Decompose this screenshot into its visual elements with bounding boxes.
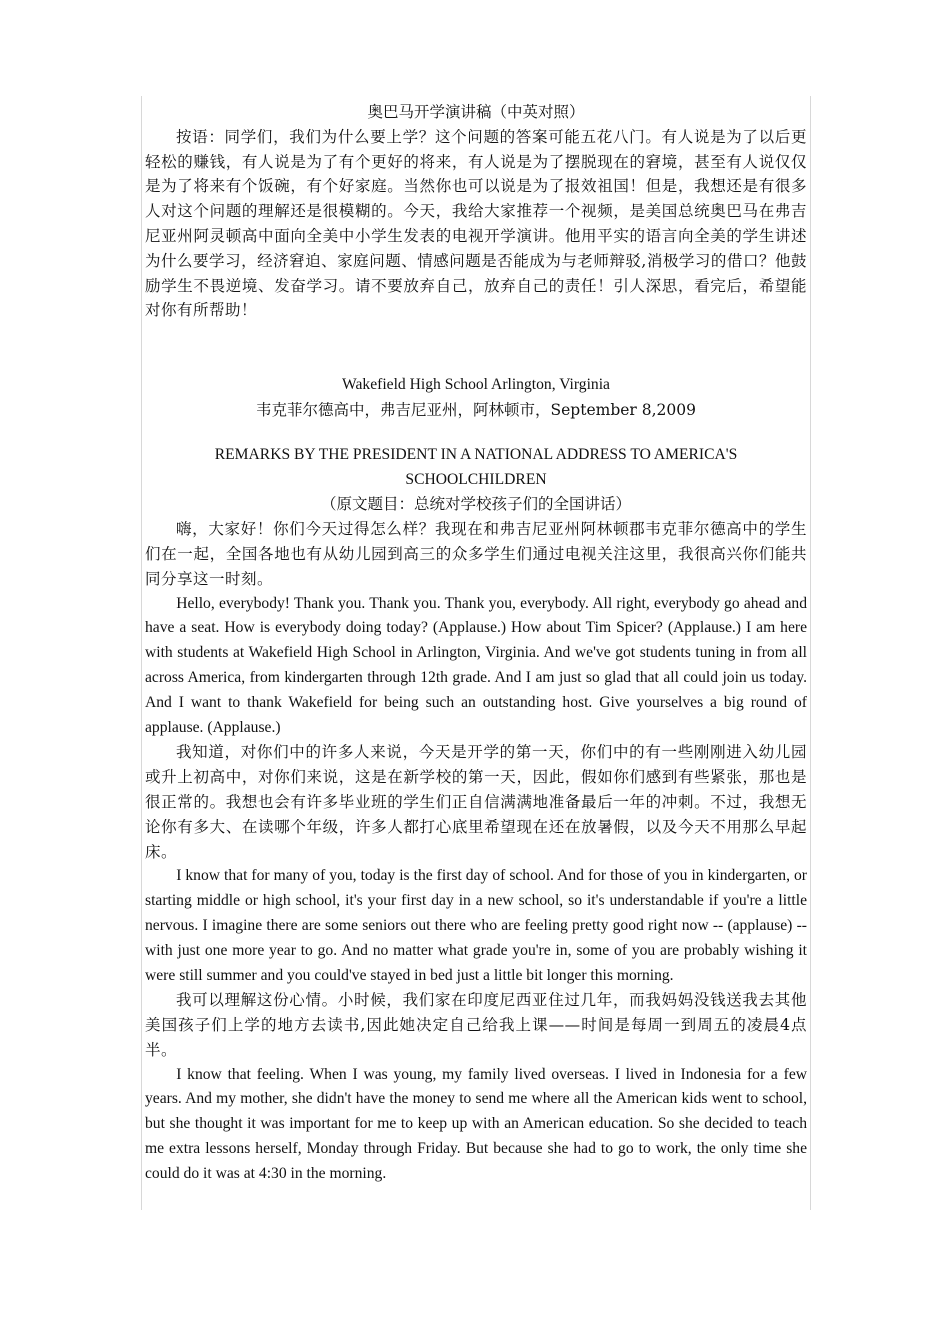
document-title: 奥巴马开学演讲稿（中英对照） — [367, 103, 585, 121]
paragraph-en-3: I know that feeling. When I was young, my family lived overseas. I lived in Indonesia for a few years. And my mother, she didn't have the money to send me where all the American kids went to school, but she thought it was important for me to keep up with an American education. So she decided to teach me extra lessons herself, Monday through Friday. But because she had to go to work, the only time she could do it was at 4:30 in the morning. — [145, 1065, 807, 1182]
paragraph-zh-2: 我知道，对你们中的许多人来说，今天是开学的第一天，你们中的有一些刚刚进入幼儿园或升上初高中，对你们来说，这是在新学校的第一天，因此，假如你们感到有些紧张，那也是很正常的。我想也会有许多毕业班的学生们正自信满满地准备最后一年的冲刺。不过，我想无论你有多大、在读哪个年级，许多人都打心底里希望现在还在放暑假，以及今天不用那么早起床。 — [145, 743, 807, 861]
location-chinese: 韦克菲尔德高中，弗吉尼亚州，阿林顿市，September 8,2009 — [256, 400, 696, 419]
spacer — [145, 423, 807, 443]
remarks-subtitle: （原文题目：总统对学校孩子们的全国讲话） — [320, 495, 631, 514]
paragraph-en-1: Hello, everybody! Thank you. Thank you. Thank you, everybody. All right, everybody go ahead and have a seat. How is everybody doing today? (Applause.) How about Tim Spicer? (Applause.) I am here with students at Wakefield High School in Arlington, Virginia. And we've got students tuning in from all across America, from kindergarten through 12th grade. And I am just so glad that all could join us today. And I want to thank Wakefield for being such an outstanding host. Give yourselves a big round of applause. (Applause.) — [145, 594, 807, 736]
paragraph-en-2: I know that for many of you, today is the first day of school. And for those of you in kindergarten, or starting middle or high school, it's your first day in a new school, so it's understandable if you're a little nervous. I imagine there are some seniors out there who are feeling pretty good right now -- (applause) -- with just one more year to go. And no matter what grade you're in, some of you are probably wishing it were still summer and you could've stayed in bed just a little bit longer this morning. — [145, 867, 807, 984]
remarks-title: REMARKS BY THE PRESIDENT IN A NATIONAL ADDRESS TO AMERICA'S SCHOOLCHILDREN — [214, 445, 738, 488]
document-body — [145, 100, 807, 1187]
intro-paragraph: 按语：同学们，我们为什么要上学？这个问题的答案可能五花八门。有人说是为了以后更轻松的赚钱，有人说是为了有个更好的将来，有人说是为了摆脱现在的窘境，甚至有人说仅仅是为了将来有个饭碗，有个好家庭。当然你也可以说是为了报效祖国！但是，我想还是有很多人对这个问题的理解还是很模糊的。今天，我给大家推荐一个视频，是美国总统奥巴马在弗吉尼亚州阿灵顿高中面向全美中小学生发表的电视开学演讲。他用平实的语言向全美的学生讲述为什么要学习，经济窘迫、家庭问题、情感问题是否能成为与老师辩驳,消极学习的借口？他鼓励学生不畏逆境、发奋学习。请不要放弃自己，放弃自己的责任！引人深思，看完后，希望能对你有所帮助！ — [145, 127, 807, 320]
spacer — [145, 323, 807, 373]
paragraph-zh-3: 我可以理解这份心情。小时候，我们家在印度尼西亚住过几年，而我妈妈没钱送我去其他美国孩子们上学的地方去读书,因此她决定自己给我上课——时间是每周一到周五的凌晨4点半。 — [145, 991, 807, 1059]
location-english: Wakefield High School Arlington, Virginia — [342, 376, 610, 394]
paragraph-zh-1: 嗨，大家好！你们今天过得怎么样？我现在和弗吉尼亚州阿林顿郡韦克菲尔德高中的学生们在一起，全国各地也有从幼儿园到高三的众多学生们通过电视关注这里，我很高兴你们能共同分享这一时刻。 — [145, 520, 807, 588]
